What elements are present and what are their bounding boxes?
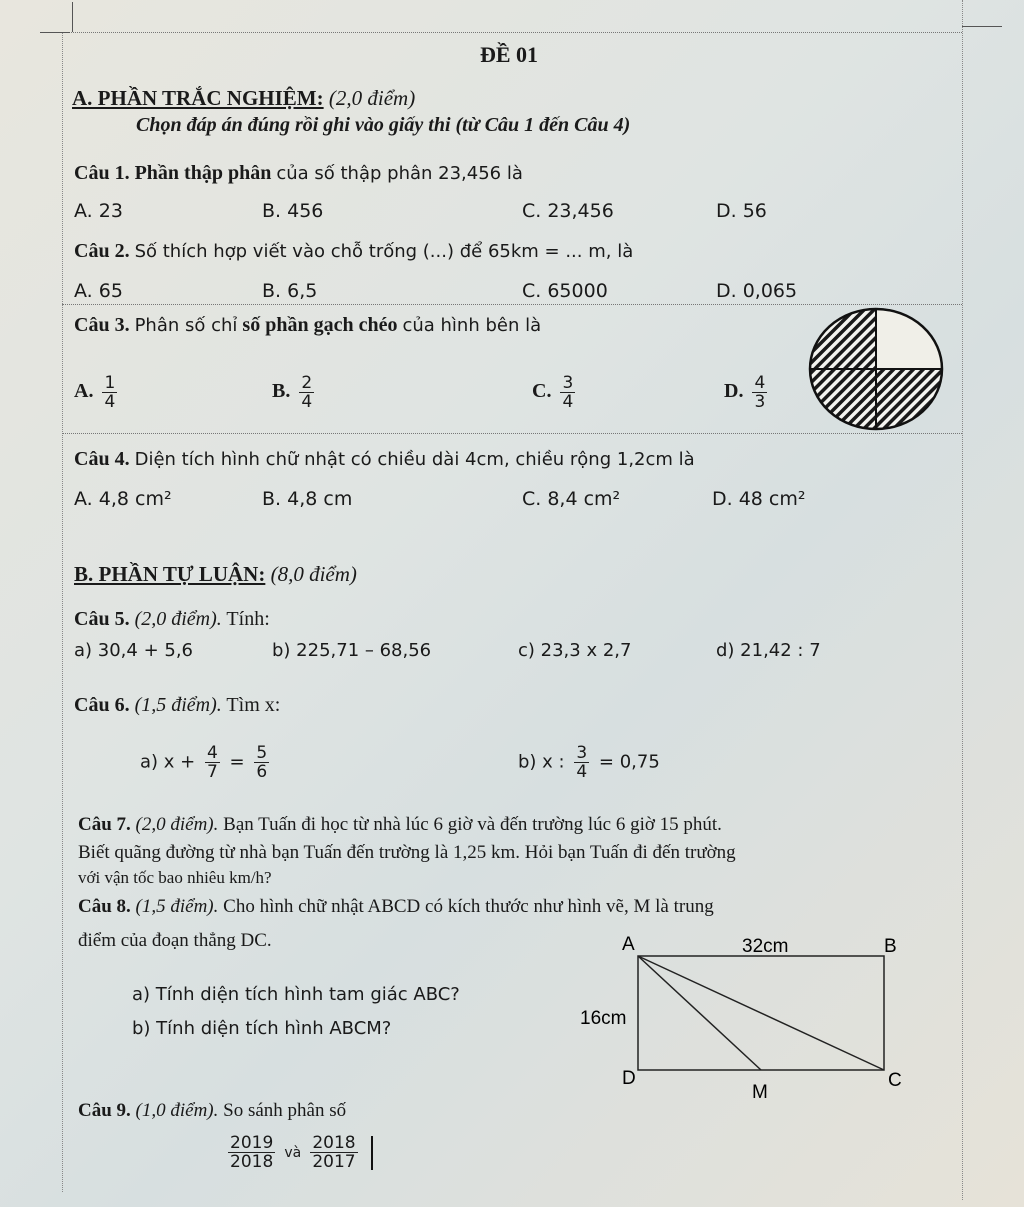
q6-b-rest: = 0,75 (598, 751, 660, 773)
q4-option-c: C. 8,4 cm² (522, 488, 621, 510)
left-border (62, 32, 63, 1192)
q6-a-f1-num: 4 (206, 743, 218, 763)
corner-mark-left (40, 32, 70, 33)
q8-line-2: điểm của đoạn thẳng DC. (78, 930, 272, 951)
q1-option-d: D. 56 (716, 200, 767, 222)
q3-circle-figure (806, 306, 946, 432)
q3-d-num: 4 (754, 373, 766, 393)
part-b-heading-line (74, 562, 357, 587)
top-side-length: 32cm (742, 936, 789, 957)
part-b-heading: B. PHẦN TỰ LUẬN: (74, 562, 266, 586)
q4-text: Diện tích hình chữ nhật có chiều dài 4cm, chiều rộng 1,2cm là (134, 449, 695, 470)
q3-b-letter: B. (272, 380, 291, 403)
q3-option-a (74, 374, 121, 411)
q9-f2-num: 2018 (312, 1133, 356, 1153)
q8-part-b: b) Tính diện tích hình ABCM? (132, 1018, 392, 1039)
q9-f1-den: 2018 (230, 1152, 274, 1172)
point-m-label: M (752, 1082, 768, 1103)
part-b-score: (8,0 điểm) (270, 562, 357, 586)
q3-label: Câu 3. (74, 314, 130, 336)
q6-a-fraction-2 (254, 744, 269, 781)
q9-fractions (224, 1134, 373, 1171)
q3-c-fraction (560, 374, 575, 411)
q3-d-letter: D. (724, 380, 744, 403)
question-6 (74, 694, 280, 717)
q5-label: Câu 5. (74, 608, 130, 630)
question-2 (74, 240, 633, 263)
q4-option-b: B. 4,8 cm (262, 488, 353, 510)
q6-a-f1-den: 7 (206, 762, 218, 782)
question-3 (74, 314, 541, 337)
q4-option-d: D. 48 cm² (712, 488, 806, 510)
question-1 (74, 162, 523, 185)
q4-option-a: A. 4,8 cm² (74, 488, 172, 510)
q1-option-a: A. 23 (74, 200, 123, 222)
q7-line-1: Bạn Tuấn đi học từ nhà lúc 6 giờ và đến trường lúc 6 giờ 15 phút. (223, 814, 722, 835)
part-a-instruction: Chọn đáp án đúng rồi ghi vào giấy thi (từ Câu 1 đến Câu 4) (136, 114, 631, 136)
q6-a-fraction-1 (205, 744, 220, 781)
left-side-length: 16cm (580, 1008, 627, 1029)
q9-label: Câu 9. (78, 1100, 131, 1121)
top-border (62, 32, 962, 33)
q9-and: và (284, 1145, 302, 1161)
q6-b-prefix: b) x : (518, 751, 565, 773)
q6-part-a (140, 744, 273, 781)
vertex-c-label: C (888, 1070, 902, 1091)
q3-a-num: 1 (104, 373, 116, 393)
q3-option-d (724, 374, 771, 411)
text-cursor (371, 1136, 373, 1170)
q2-option-d: D. 0,065 (716, 280, 798, 302)
q7-line-2: Biết quãng đường từ nhà bạn Tuấn đến trường là 1,25 km. Hỏi bạn Tuấn đi đến trường (78, 842, 736, 863)
q8-part-a: a) Tính diện tích hình tam giác ABC? (132, 984, 460, 1005)
q3-c-num: 3 (562, 373, 574, 393)
q5-item-a: a) 30,4 + 5,6 (74, 640, 194, 661)
q7-label: Câu 7. (78, 814, 131, 835)
q6-a-equals: = (229, 751, 245, 773)
page-title: ĐỀ 01 (480, 42, 539, 67)
diagonal-ac (638, 956, 884, 1070)
q3-a-letter: A. (74, 380, 94, 403)
q3-c-letter: C. (532, 380, 552, 403)
question-9 (78, 1100, 346, 1122)
q3-text: Phân số chỉ (134, 315, 238, 336)
q6-score: (1,5 điểm). (134, 694, 222, 716)
q6-part-b (518, 744, 660, 781)
q3-b-num: 2 (301, 373, 313, 393)
part-a-heading-line (72, 86, 415, 111)
q4-label: Câu 4. (74, 448, 130, 470)
q5-text: Tính: (226, 608, 270, 630)
q7-line-3: với vận tốc bao nhiêu km/h? (78, 868, 272, 887)
q3-a-fraction (102, 374, 117, 411)
q9-fraction-2 (310, 1134, 357, 1171)
q5-item-b: b) 225,71 – 68,56 (272, 640, 432, 661)
vertex-b-label: B (884, 936, 897, 957)
q9-f2-den: 2017 (312, 1152, 356, 1172)
q6-b-fraction (574, 744, 589, 781)
q5-item-d: d) 21,42 : 7 (716, 640, 821, 661)
segment-am (638, 956, 761, 1070)
q3-option-c (532, 374, 579, 411)
q2-text: Số thích hợp viết vào chỗ trống (...) để 65km = ... m, là (134, 241, 634, 262)
q3-b-den: 4 (301, 392, 313, 412)
question-4 (74, 448, 695, 471)
q8-label: Câu 8. (78, 896, 131, 917)
q6-a-f2-den: 6 (256, 762, 268, 782)
q6-text: Tìm x: (226, 694, 281, 716)
q3-quadrant-bottom-left (806, 369, 876, 432)
q3-quadrant-top-right (876, 306, 946, 369)
q1-text: của số thập phân 23,456 là (276, 163, 523, 184)
q1-label: Câu 1. (74, 162, 130, 184)
q7-score: (2,0 điểm). (135, 814, 219, 835)
q2-label: Câu 2. (74, 240, 130, 262)
right-border (962, 0, 963, 1200)
q3-quadrant-top-left (806, 306, 876, 369)
q6-a-f2-num: 5 (256, 743, 268, 763)
q3-d-fraction (752, 374, 767, 411)
q9-text: So sánh phân số (223, 1100, 347, 1121)
q6-b-den: 4 (576, 762, 588, 782)
q3-option-b (272, 374, 318, 411)
q8-rectangle-figure (578, 930, 918, 1130)
q5-item-c: c) 23,3 x 2,7 (518, 640, 632, 661)
part-a-heading: A. PHẦN TRẮC NGHIỆM: (72, 86, 324, 110)
q2-option-b: B. 6,5 (262, 280, 318, 302)
q3-quadrant-bottom-right (876, 369, 946, 432)
q8-score: (1,5 điểm). (135, 896, 219, 917)
corner-mark-left-v (72, 2, 73, 32)
question-8 (78, 896, 714, 918)
q1-option-c: C. 23,456 (522, 200, 614, 222)
q5-score: (2,0 điểm). (134, 608, 222, 630)
q2-option-c: C. 65000 (522, 280, 608, 302)
q3-d-den: 3 (754, 392, 766, 412)
vertex-d-label: D (622, 1068, 636, 1089)
q6-b-num: 3 (576, 743, 588, 763)
q9-fraction-1 (228, 1134, 275, 1171)
part-a-score: (2,0 điểm) (328, 86, 416, 110)
question-5 (74, 608, 270, 631)
vertex-a-label: A (622, 934, 635, 955)
q3-text-end: của hình bên là (402, 315, 542, 336)
q6-a-prefix: a) x + (140, 751, 196, 773)
q3-bold-text: số phần gạch chéo (242, 314, 398, 336)
q6-label: Câu 6. (74, 694, 130, 716)
corner-mark-right (962, 26, 1002, 27)
q3-a-den: 4 (104, 392, 116, 412)
q3-b-fraction (299, 374, 314, 411)
q2-option-a: A. 65 (74, 280, 123, 302)
question-7 (78, 814, 722, 836)
q8-line-1: Cho hình chữ nhật ABCD có kích thước như hình vẽ, M là trung (223, 896, 714, 917)
q3-c-den: 4 (562, 392, 574, 412)
q1-option-b: B. 456 (262, 200, 324, 222)
q9-score: (1,0 điểm). (135, 1100, 219, 1121)
q1-bold-text: Phần thập phân (134, 162, 272, 184)
q9-f1-num: 2019 (230, 1133, 274, 1153)
